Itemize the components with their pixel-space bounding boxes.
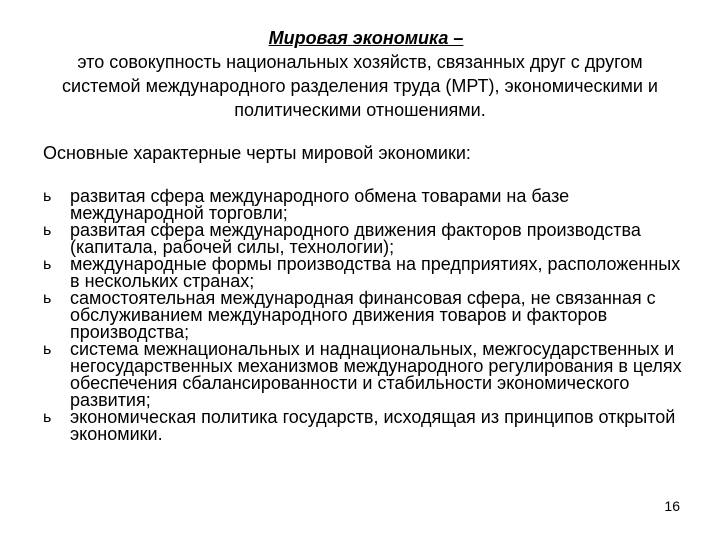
features-list [43, 188, 683, 443]
feature-text: самостоятельная международная финансовая сфера, не связанная с обслуживанием международного движения товаров и факторов производства; [70, 288, 656, 342]
bullet-glyph: ь [43, 256, 52, 273]
bullet-glyph: ь [43, 341, 52, 358]
bullet-glyph: ь [43, 222, 52, 239]
feature-item [43, 409, 683, 443]
slide-title: Мировая экономика – [268, 28, 464, 48]
feature-item [43, 341, 683, 409]
feature-item [43, 222, 683, 256]
feature-item [43, 188, 683, 222]
feature-text: система межнациональных и наднациональных, межгосударственных и негосударственных механизмов международного регулирования в целях обеспечения сбалансированности и стабильности экономического развития; [70, 339, 682, 410]
bullet-glyph: ь [43, 290, 52, 307]
page-number: 16 [664, 498, 680, 514]
definition-text: это совокупность национальных хозяйств, связанных друг с другом системой международного разделения труда (МРТ), экономическими и политическими отношениями. [62, 52, 658, 120]
feature-item [43, 256, 683, 290]
feature-text: развитая сфера международного обмена товарами на базе международной торговли; [70, 186, 570, 223]
features-heading: Основные характерные черты мировой экономики: [43, 143, 471, 163]
bullet-glyph: ь [43, 409, 52, 426]
bullet-glyph: ь [43, 188, 52, 205]
feature-item [43, 290, 683, 341]
feature-text: международные формы производства на предприятиях, расположенных в нескольких странах; [70, 254, 681, 291]
feature-text: экономическая политика государств, исходящая из принципов открытой экономики. [70, 407, 676, 444]
feature-text: развитая сфера международного движения факторов производства (капитала, рабочей силы, технологии); [70, 220, 641, 257]
